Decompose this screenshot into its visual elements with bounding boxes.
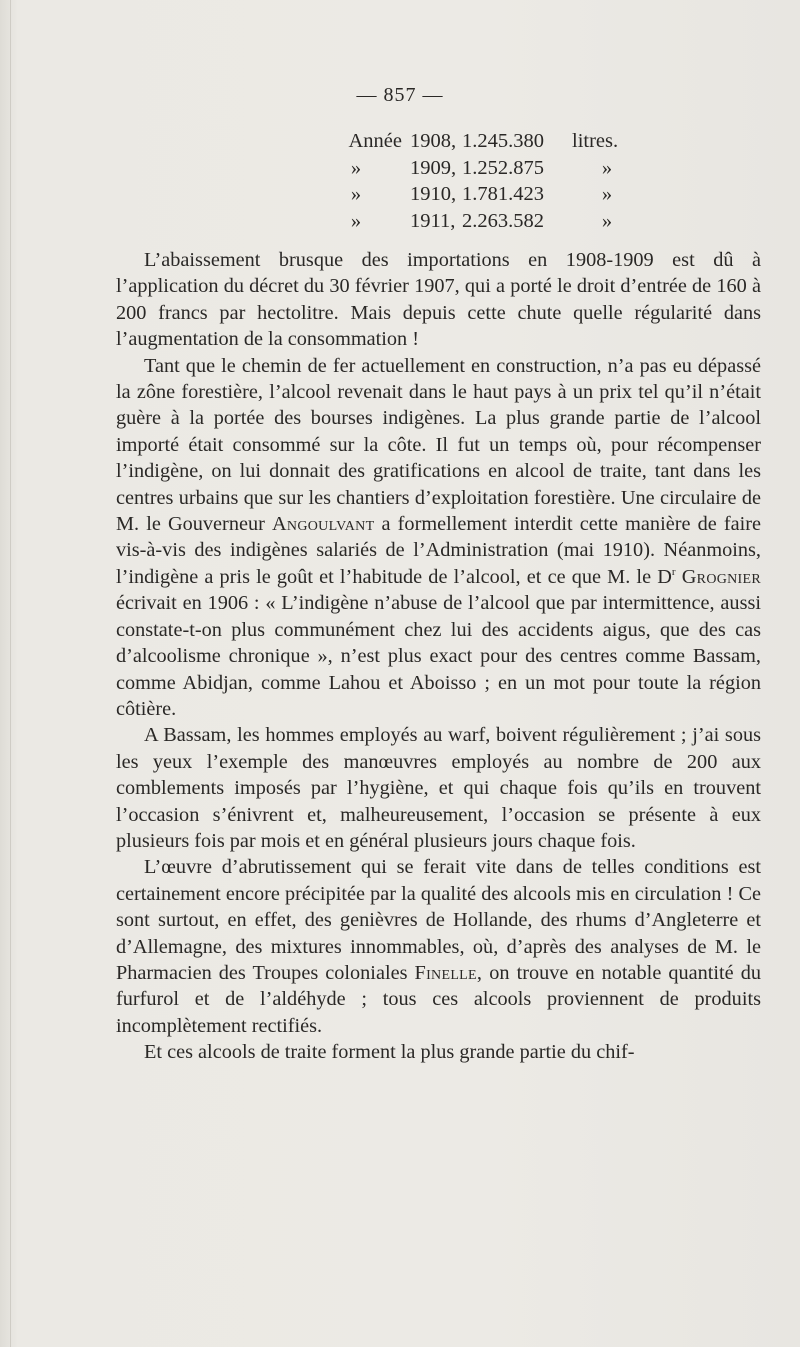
stat-value: 1.245.380 (462, 130, 544, 152)
paragraph-1: L’abaissement brusque des importations en 1908-1909 est dû à l’application du décret du 30 février 1907, qui a porté le droit d’entrée de 160 à 200 francs par hectolitre. Mais depuis cette chute quelle régularité dans l’augmentation de la consommation ! (116, 249, 761, 351)
stat-year: 1909, (410, 156, 457, 179)
paragraph-2-text-b: a formellement interdit cette manière de faire vis-à-vis des indigènes salariés de l’Administration (mai 1910). Néanmoins, l’indigène a pris le goût et l’habitude de l’alcool, et ce que M. le D (116, 513, 761, 588)
stat-label: Année (348, 130, 402, 152)
stat-value: 2.263.582 (462, 209, 544, 232)
stat-year: 1910, (410, 183, 457, 205)
page-gutter-shadow (10, 0, 11, 1347)
title-superscript: r (671, 566, 676, 579)
stat-unit: » (601, 156, 613, 179)
stat-value: 1.781.423 (462, 183, 544, 205)
stat-unit: litres. (572, 130, 619, 152)
body-text (116, 247, 761, 1066)
stat-unit: » (601, 209, 613, 232)
import-statistics-table (310, 128, 642, 234)
person-name-angoulvant: Angoulvant (271, 513, 375, 536)
paragraph-2-text-a: Tant que le chemin de fer actuellement en construction, n’a pas eu dépassé la zône forestière, l’alcool revenait dans le haut pays à un prix tel qu’il n’était guère à la portée des bourses indigènes. La plus grande partie de l’alcool importé était consommé sur la côte. Il fut un temps où, pour récompenser l’indigène, on lui donnait des gratifications en alcool de traite, tant dans les centres urbains que sur les chantiers d’exploitation forestière. Une circulaire de M. le Gouverneur (116, 354, 761, 536)
stat-year: 1908, (410, 130, 457, 152)
paragraph-4-text-a: L’œuvre d’abrutissement qui se ferait vite dans de telles conditions est certainement encore précipitée par la qualité des alcools mis en circulation ! Ce sont surtout, en effet, des genièvres de Hollande, des rhums d’Angleterre et d’Allemagne, des mixtures innommables, où, d’après des analyses de M. le Pharmacien des Troupes coloniales (116, 856, 761, 984)
stat-row (310, 128, 642, 155)
paragraph-2-text-c: écrivait en 1906 : « L’indigène n’abuse de l’alcool que par intermittence, aussi constate-t-on plus communément chez lui des accidents aigus, que des cas d’alcoolisme chronique », n’est plus exact pour des centres comme Bassam, comme Abidjan, comme Lahou et Aboisso ; en un mot pour toute la région côtière. (116, 592, 761, 720)
stat-row (310, 181, 642, 208)
stat-unit: » (601, 183, 613, 205)
paragraph-5: Et ces alcools de traite forment la plus grande partie du chif- (144, 1041, 635, 1064)
person-name-grognier: Grognier (681, 565, 762, 588)
stat-row (310, 208, 642, 235)
paragraph-4 (116, 854, 761, 1039)
stat-label: » (350, 183, 362, 205)
page-number: — 857 — (356, 84, 444, 106)
stat-label: » (350, 209, 362, 232)
stat-label: » (350, 156, 362, 179)
paragraph-3: A Bassam, les hommes employés au warf, boivent régulièrement ; j’ai sous les yeux l’exemple des manœuvres employés au nombre de 200 aux comblements imposés par l’hygiène, et qui chaque fois qu’ils en trouvent l’occasion s’énivrent et, malheureusement, l’occasion se présente à eux plusieurs fois par mois et en général plusieurs jours chaque fois. (116, 724, 761, 852)
person-name-finelle: Finelle, (414, 961, 483, 984)
stat-row (310, 155, 642, 182)
stat-year: 1911, (410, 209, 456, 232)
stat-value: 1.252.875 (462, 156, 544, 179)
paragraph-2 (116, 353, 761, 723)
paragraph-4-text-b: on trouve en notable quantité du furfurol et de l’aldéhyde ; tous ces alcools proviennent de produits incomplètement rectifiés. (116, 961, 761, 1037)
